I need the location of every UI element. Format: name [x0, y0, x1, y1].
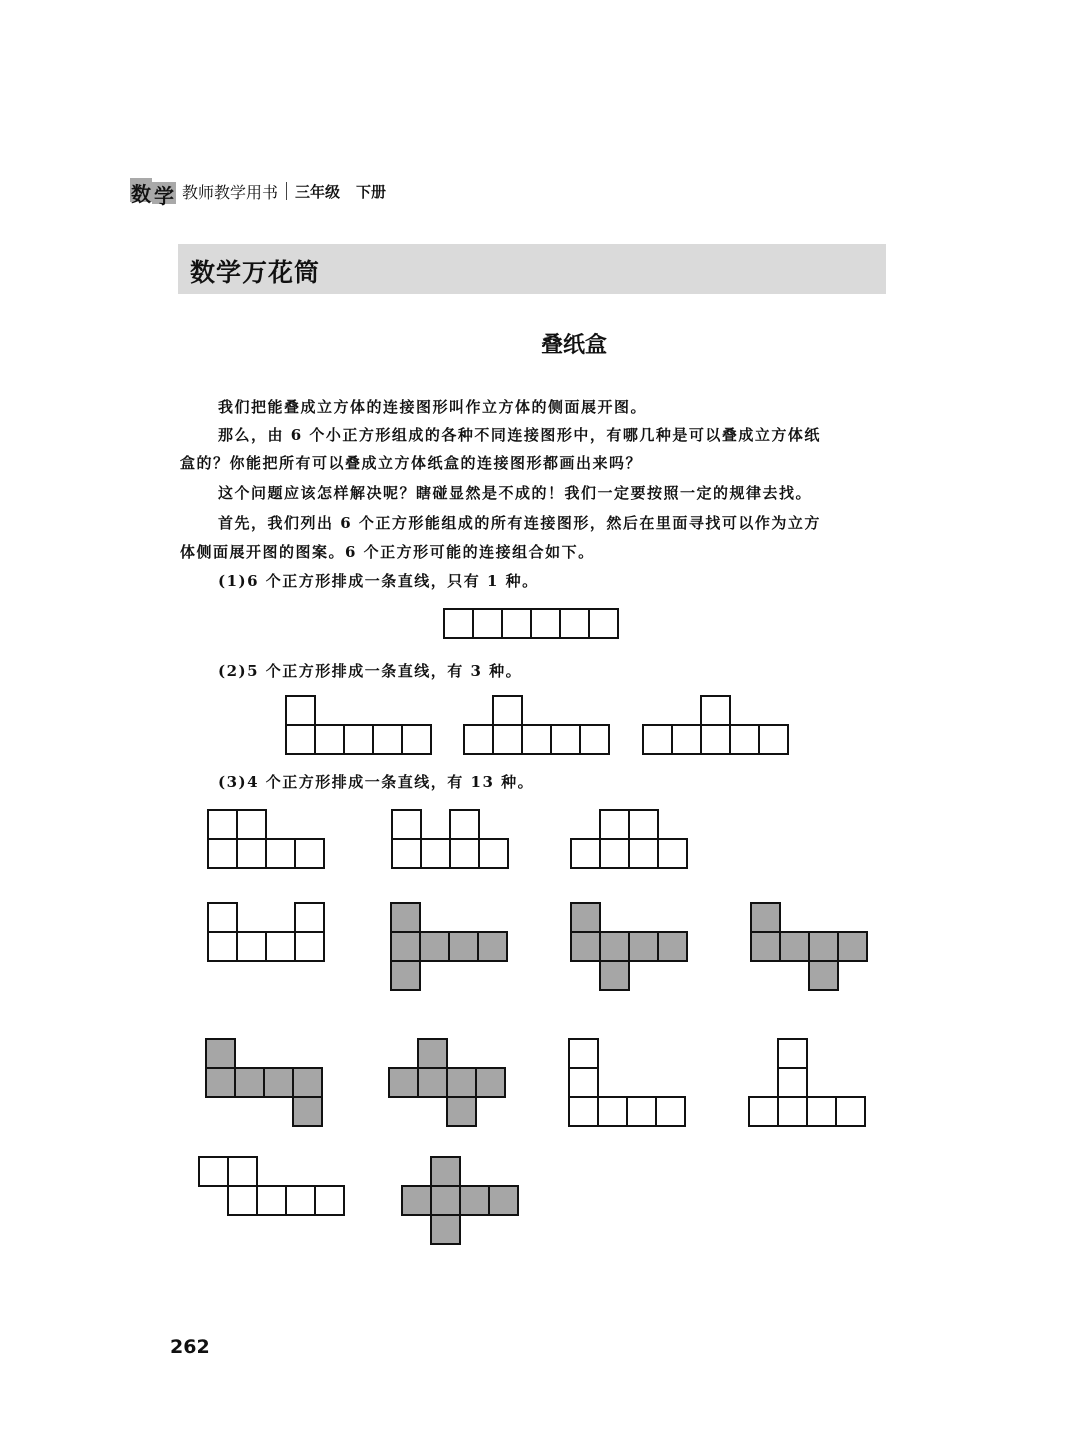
volume-label: 下册 — [356, 182, 387, 201]
net-4-d — [208, 903, 324, 961]
net-square — [749, 1097, 778, 1126]
net-square — [571, 839, 600, 868]
net-square — [293, 1068, 322, 1097]
net-square — [449, 932, 478, 961]
net-square — [431, 1157, 460, 1186]
net-square — [447, 1068, 476, 1097]
logo-char-2: 学 — [154, 184, 174, 208]
net-5-a — [286, 696, 431, 754]
net-square — [569, 1097, 598, 1126]
net-square — [199, 1157, 228, 1186]
net-square — [629, 932, 658, 961]
net-square — [589, 609, 618, 638]
net-square — [522, 725, 551, 754]
net-square — [228, 1157, 257, 1186]
net-square — [580, 725, 609, 754]
net-square — [431, 1215, 460, 1244]
net-square — [551, 725, 580, 754]
net-square — [600, 839, 629, 868]
net-4-f — [571, 903, 687, 990]
net-square — [751, 932, 780, 961]
net-square — [600, 961, 629, 990]
net-square — [569, 1039, 598, 1068]
article-title: 叠纸盒 — [540, 333, 607, 358]
net-square — [237, 839, 266, 868]
net-square — [391, 932, 420, 961]
paragraph-1: 我们把能叠成立方体的连接图形叫作立方体的侧面展开图。 — [218, 398, 648, 416]
net-square — [473, 609, 502, 638]
net-square — [464, 725, 493, 754]
net-square — [235, 1068, 264, 1097]
net-square — [778, 1039, 807, 1068]
net-square — [315, 1186, 344, 1215]
paragraph-4-line-2: 体侧面展开图的图案。6 个正方形可能的连接组合如下。 — [180, 543, 595, 561]
net-4-c — [571, 810, 687, 868]
net-square — [286, 696, 315, 725]
net-square — [701, 725, 730, 754]
net-square — [391, 903, 420, 932]
net-square — [531, 609, 560, 638]
net-square — [751, 903, 780, 932]
net-square — [450, 839, 479, 868]
case-1-label: (1)6 个正方形排成一条直线，只有 1 种。 — [218, 572, 539, 590]
net-square — [489, 1186, 518, 1215]
net-square — [571, 932, 600, 961]
case-3-label: (3)4 个正方形排成一条直线，有 13 种。 — [218, 773, 535, 791]
net-square — [421, 839, 450, 868]
net-square — [836, 1097, 865, 1126]
net-square — [392, 839, 421, 868]
net-square — [629, 839, 658, 868]
net-square — [600, 932, 629, 961]
book-title: 教师教学用书 — [182, 182, 279, 202]
net-square — [373, 725, 402, 754]
net-square — [431, 1186, 460, 1215]
net-square — [672, 725, 701, 754]
net-4-g — [751, 903, 867, 990]
net-square — [701, 696, 730, 725]
net-square — [392, 810, 421, 839]
net-square — [344, 725, 373, 754]
net-square — [444, 609, 473, 638]
paragraph-2-line-2: 盒的？你能把所有可以叠成立方体纸盒的连接图形都画出来吗？ — [180, 454, 643, 472]
net-square — [208, 903, 237, 932]
net-square — [418, 1068, 447, 1097]
net-square — [478, 932, 507, 961]
net-square — [460, 1186, 489, 1215]
net-square — [237, 810, 266, 839]
net-square — [295, 932, 324, 961]
net-6-line — [444, 609, 618, 638]
net-square — [780, 932, 809, 961]
net-square — [295, 839, 324, 868]
net-4-h — [206, 1039, 322, 1126]
net-square — [206, 1039, 235, 1068]
net-square — [264, 1068, 293, 1097]
net-square — [208, 810, 237, 839]
net-square — [730, 725, 759, 754]
paragraph-3: 这个问题应该怎样解决呢？瞎碰显然是不成的！我们一定要按照一定的规律去找。 — [218, 484, 813, 502]
net-square — [257, 1186, 286, 1215]
net-4-m — [402, 1157, 518, 1244]
net-square — [315, 725, 344, 754]
net-square — [571, 903, 600, 932]
net-square — [809, 961, 838, 990]
net-square — [656, 1097, 685, 1126]
net-square — [295, 903, 324, 932]
net-square — [450, 810, 479, 839]
net-4-b — [392, 810, 508, 868]
net-4-l — [199, 1157, 344, 1215]
net-square — [778, 1068, 807, 1097]
net-square — [658, 932, 687, 961]
net-square — [266, 839, 295, 868]
net-square — [809, 932, 838, 961]
net-square — [658, 839, 687, 868]
net-5-b — [464, 696, 609, 754]
net-square — [838, 932, 867, 961]
net-square — [493, 696, 522, 725]
net-4-a — [208, 810, 324, 868]
net-square — [402, 1186, 431, 1215]
net-4-k — [749, 1039, 865, 1126]
logo-char-1: 数 — [131, 182, 151, 206]
grade-label: 三年级 — [295, 182, 341, 201]
net-square — [569, 1068, 598, 1097]
net-square — [627, 1097, 656, 1126]
net-square — [228, 1186, 257, 1215]
net-square — [286, 725, 315, 754]
net-square — [629, 810, 658, 839]
net-4-e — [391, 903, 507, 990]
net-square — [206, 1068, 235, 1097]
net-square — [560, 609, 589, 638]
net-square — [293, 1097, 322, 1126]
net-square — [643, 725, 672, 754]
net-square — [759, 725, 788, 754]
net-square — [493, 725, 522, 754]
net-square — [600, 810, 629, 839]
section-title: 数学万花筒 — [190, 258, 321, 287]
net-square — [807, 1097, 836, 1126]
net-square — [476, 1068, 505, 1097]
net-square — [778, 1097, 807, 1126]
paragraph-2-line-1: 那么，由 6 个小正方形组成的各种不同连接图形中，有哪几种是可以叠成立方体纸 — [218, 426, 821, 444]
net-square — [418, 1039, 447, 1068]
net-square — [237, 932, 266, 961]
net-square — [208, 932, 237, 961]
net-square — [598, 1097, 627, 1126]
net-square — [391, 961, 420, 990]
case-2-label: (2)5 个正方形排成一条直线，有 3 种。 — [218, 662, 523, 680]
net-5-c — [643, 696, 788, 754]
net-square — [286, 1186, 315, 1215]
net-square — [389, 1068, 418, 1097]
paragraph-4-line-1: 首先，我们列出 6 个正方形能组成的所有连接图形，然后在里面寻找可以作为立方 — [218, 514, 821, 532]
net-square — [479, 839, 508, 868]
net-square — [402, 725, 431, 754]
net-square — [420, 932, 449, 961]
net-4-i — [389, 1039, 505, 1126]
net-square — [502, 609, 531, 638]
net-square — [447, 1097, 476, 1126]
net-4-j — [569, 1039, 685, 1126]
net-square — [266, 932, 295, 961]
net-square — [208, 839, 237, 868]
page-number: 262 — [170, 1336, 210, 1358]
